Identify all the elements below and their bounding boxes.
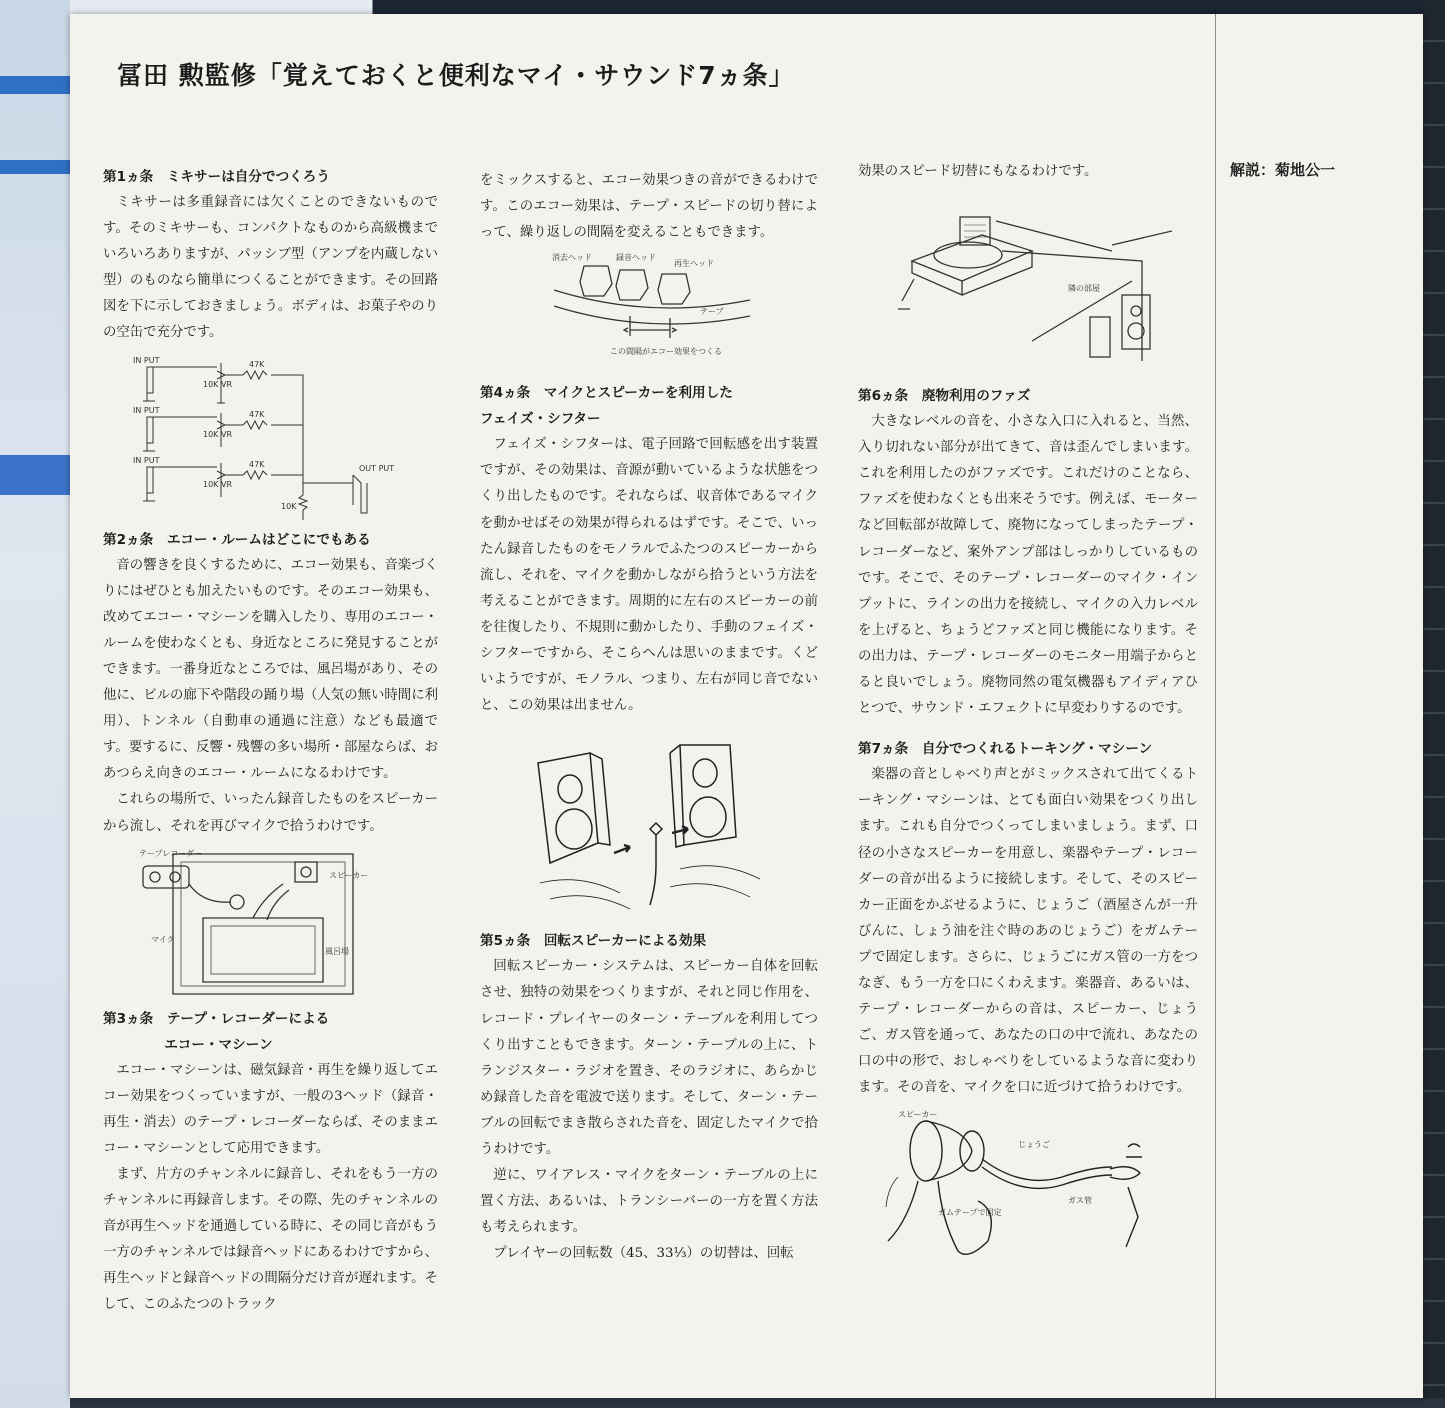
section-6-heading: 第6ヵ条 廃物利用のファズ <box>858 388 1031 405</box>
section-6-text: 大きなレベルの音を、小さな入口に入れると、当然、入り切れない部分が出てきて、音は歪んでしまいます。これを利用したのがファズです。これだけのことなら、ファズを使わなくとも出来そうです。例えば、モーターなど回転部が故障して、廃物になってしまったテープ・レコーダーなど、案外アンプ部はしっかりしているものです。そこで、そのテープ・レコーダーのマイク・インプットに、ラインの出力を接続し、マイクの入力レベルを上げると、ちょうどファズと同じ機能になります。その出力は、テープ・レコーダーのモニター用端子からとると良いでしょう。廃物同然の電気機器もアイディアひとつで、サウンド・エフェクトに早変わりするのです。 <box>858 414 1198 717</box>
turntable-note-label: 隣の部屋 <box>1068 284 1100 294</box>
phase-shifter-figure <box>530 733 818 918</box>
mixer-vr-label: 10K VR <box>203 479 232 489</box>
section-3-heading-2: エコー・マシーン <box>164 1036 273 1053</box>
background-left <box>0 0 70 1408</box>
column-3 <box>858 159 1198 1267</box>
mixer-out-label: OUT PUT <box>359 463 395 473</box>
section-7-heading: 第7ヵ条 自分でつくれるトーキング・マシーン <box>858 741 1153 758</box>
heads-erase-label: 消去ヘッド <box>552 253 592 263</box>
background-right <box>1423 0 1445 1408</box>
mixer-in-label: IN PUT <box>133 405 160 415</box>
mixer-resistor-label: 10K <box>281 501 297 511</box>
heads-tape-label: テープ <box>700 307 724 317</box>
background-bottom <box>70 1398 1445 1408</box>
tape-heads-illustration <box>550 250 760 370</box>
background-top <box>70 0 1445 14</box>
mixer-in-label: IN PUT <box>133 455 160 465</box>
section-5-text: プレイヤーの回転数（45、33⅓）の切替は、回転 <box>493 1246 794 1262</box>
mixer-circuit-figure <box>133 353 438 523</box>
column-1 <box>103 164 438 1319</box>
section-5-text-cont: 効果のスピード切替にもなるわけです。 <box>858 164 1098 179</box>
mixer-resistor-label: 47K <box>249 459 265 469</box>
mixer-circuit-diagram <box>133 353 403 523</box>
talkbox-figure <box>878 1107 1198 1267</box>
section-2-heading: 第2ヵ条 エコー・ルームはどこにでもある <box>103 531 371 548</box>
section-1-text: ミキサーは多重録音には欠くことのできないものです。そのミキサーも、コンパクトなものから高級機までいろいろありますが、パッシブ型（アンプを内蔵しない型）のものなら簡単につくることができます。その回路図を下に示しておきましょう。ボディは、お菓子やのりの空缶で充分です。 <box>103 195 438 341</box>
section-7-text: 楽器の音としゃべり声とがミックスされて出てくるトーキング・マシーンは、とても面白い効果をつくり出します。これも自分でつくってしまいましょう。まず、口径の小さなスピーカーを用意し、楽器やテープ・レコーダーの音が出るように接続します。そして、そのスピーカー正面をかぶせるように、じょうご（酒屋さんが一升びんに、しょう油を注ぐ時のあのじょうご）をガムテープで固定します。さらに、じょうごにガス管の一方をつなぎ、もう一方を口にくわえます。楽器音、あるいは、テープ・レコーダーからの音は、スピーカー、じょうご、ガス管を通って、あなたの口の中で流れ、あなたの口の中の形で、おしゃべりをしているような音に変わります。その音を、マイクを口に近づけて拾うわけです。 <box>858 767 1198 1096</box>
section-3-text-cont: をミックスすると、エコー効果つきの音ができるわけです。このエコー効果は、テープ・スピードの切り替によって、繰り返しの間隔を変えることもできます。 <box>480 173 818 241</box>
background-stripe <box>0 455 70 495</box>
mixer-resistor-label: 47K <box>249 409 265 419</box>
section-3-text: まず、片方のチャンネルに録音し、それをもう一方のチャンネルに再録音します。その際、先のチャンネルの音が再生ヘッドを通過している時に、その同じ音がもう一方のチャンネルでは録音ヘッドにあるわけですから、再生ヘッドと録音ヘッドの間隔分だけ音が遅れます。そして、このふたつのトラック <box>103 1166 438 1313</box>
mixer-in-label: IN PUT <box>133 355 160 365</box>
column-divider <box>1215 14 1216 1398</box>
mixer-vr-label: 10K VR <box>203 429 232 439</box>
room-bath-label: 風呂場 <box>325 946 349 956</box>
section-5-text: 回転スピーカー・システムは、スピーカー自体を回転させ、独特の効果をつくりますが、それと同じ作用を、レコード・プレイヤーのターン・テーブルを利用してつくり出すこともできます。ターン・テーブルの上に、トランジスター・ラジオを置き、そのラジオに、あらかじめ録音した音を電波で送ります。そして、ターン・テーブルの回転でまき散らされた音を、固定したマイクで拾うわけです。 <box>480 959 818 1157</box>
section-5-text: 逆に、ワイアレス・マイクをターン・テーブルの上に置く方法、あるいは、トランシーバーの一方を置く方法も考えられます。 <box>480 1168 818 1236</box>
section-4-heading: 第4ヵ条 マイクとスピーカーを利用した <box>480 385 733 402</box>
talkbox-speaker-label: スピーカー <box>898 1110 938 1120</box>
tape-heads-figure <box>550 250 818 370</box>
page-title: 冨田 勲監修「覚えておくと便利なマイ・サウンド7ヵ条」 <box>117 61 795 90</box>
liner-sheet <box>70 14 1423 1398</box>
talkbox-hose-label: ガス管 <box>1068 1196 1092 1206</box>
talkbox-tape-label: ガムテープで固定 <box>938 1208 1002 1218</box>
echo-room-illustration <box>133 844 383 1004</box>
background-stripe <box>0 160 70 174</box>
heads-play-label: 再生ヘッド <box>674 259 714 269</box>
section-4-text: フェイズ・シフターは、電子回路で回転感を出す装置ですが、その効果は、音源が動いているような状態をつくり出したものです。それならば、収音体であるマイクを動かせばその効果が得られるはずです。そこで、いったん録音したものをモノラルでふたつのスピーカーから流し、それを、マイクを動かしながら拾うという方法を考えることができます。周期的に左右のスピーカーの前を往復したり、不規則に動かしたり、手動のフェイズ・シフターですから、そこらへんは思いのままです。くどいようですが、モノラル、つまり、左右が同じ音でないと、この効果は出ません。 <box>480 437 818 714</box>
speakers-and-mic-illustration <box>530 733 770 918</box>
talkbox-funnel-label: じょうご <box>1018 1140 1050 1150</box>
section-3-heading: 第3ヵ条 テープ・レコーダーによる <box>103 1010 330 1027</box>
heads-note-label: この間隔がエコー効果をつくる <box>610 347 722 357</box>
column-2 <box>480 168 818 1267</box>
section-5-heading: 第5ヵ条 回転スピーカーによる効果 <box>480 933 707 950</box>
section-4-heading-2: フェイズ・シフター <box>480 411 601 428</box>
section-1-heading: 第1ヵ条 ミキサーは自分でつくろう <box>103 169 330 185</box>
room-speaker-label: スピーカー <box>329 870 369 880</box>
background-stripe <box>0 76 70 94</box>
section-2-text: これらの場所で、いったん録音したものをスピーカーから流し、それを再びマイクで拾うわけです。 <box>103 792 438 834</box>
mixer-vr-label: 10K VR <box>203 379 232 389</box>
room-mic-label: マイク <box>151 934 175 944</box>
echo-room-figure <box>133 844 438 1004</box>
talkbox-illustration <box>878 1107 1178 1267</box>
room-tape-label: テープレコーダー <box>139 848 203 858</box>
section-2-text: 音の響きを良くするために、エコー効果も、音楽づくりにはぜひとも加えたいものです。そのエコー効果も、改めてエコー・マシーンを購入したり、専用のエコー・ルームを使わなくとも、身近なところに発見することができます。一番身近なところでは、風呂場があり、その他に、ビルの廊下や階段の踊り場（人気の無い時間に利用）、トンネル（自動車の通過に注意）なども最適です。要するに、反響・残響の多い場所・部屋ならば、おあつらえ向きのエコー・ルームになるわけです。 <box>103 557 438 782</box>
turntable-illustration <box>872 191 1172 371</box>
heads-record-label: 録音ヘッド <box>616 253 656 263</box>
mixer-resistor-label: 47K <box>249 359 265 369</box>
section-3-text: エコー・マシーンは、磁気録音・再生を繰り返してエコー効果をつくっていますが、一般の3ヘッド（録音・再生・消去）のテープ・レコーダーならば、そのままエコー・マシーンとして応用できます。 <box>103 1062 438 1156</box>
turntable-figure <box>872 191 1198 371</box>
credit: 解説：菊地公一 <box>1230 161 1336 179</box>
